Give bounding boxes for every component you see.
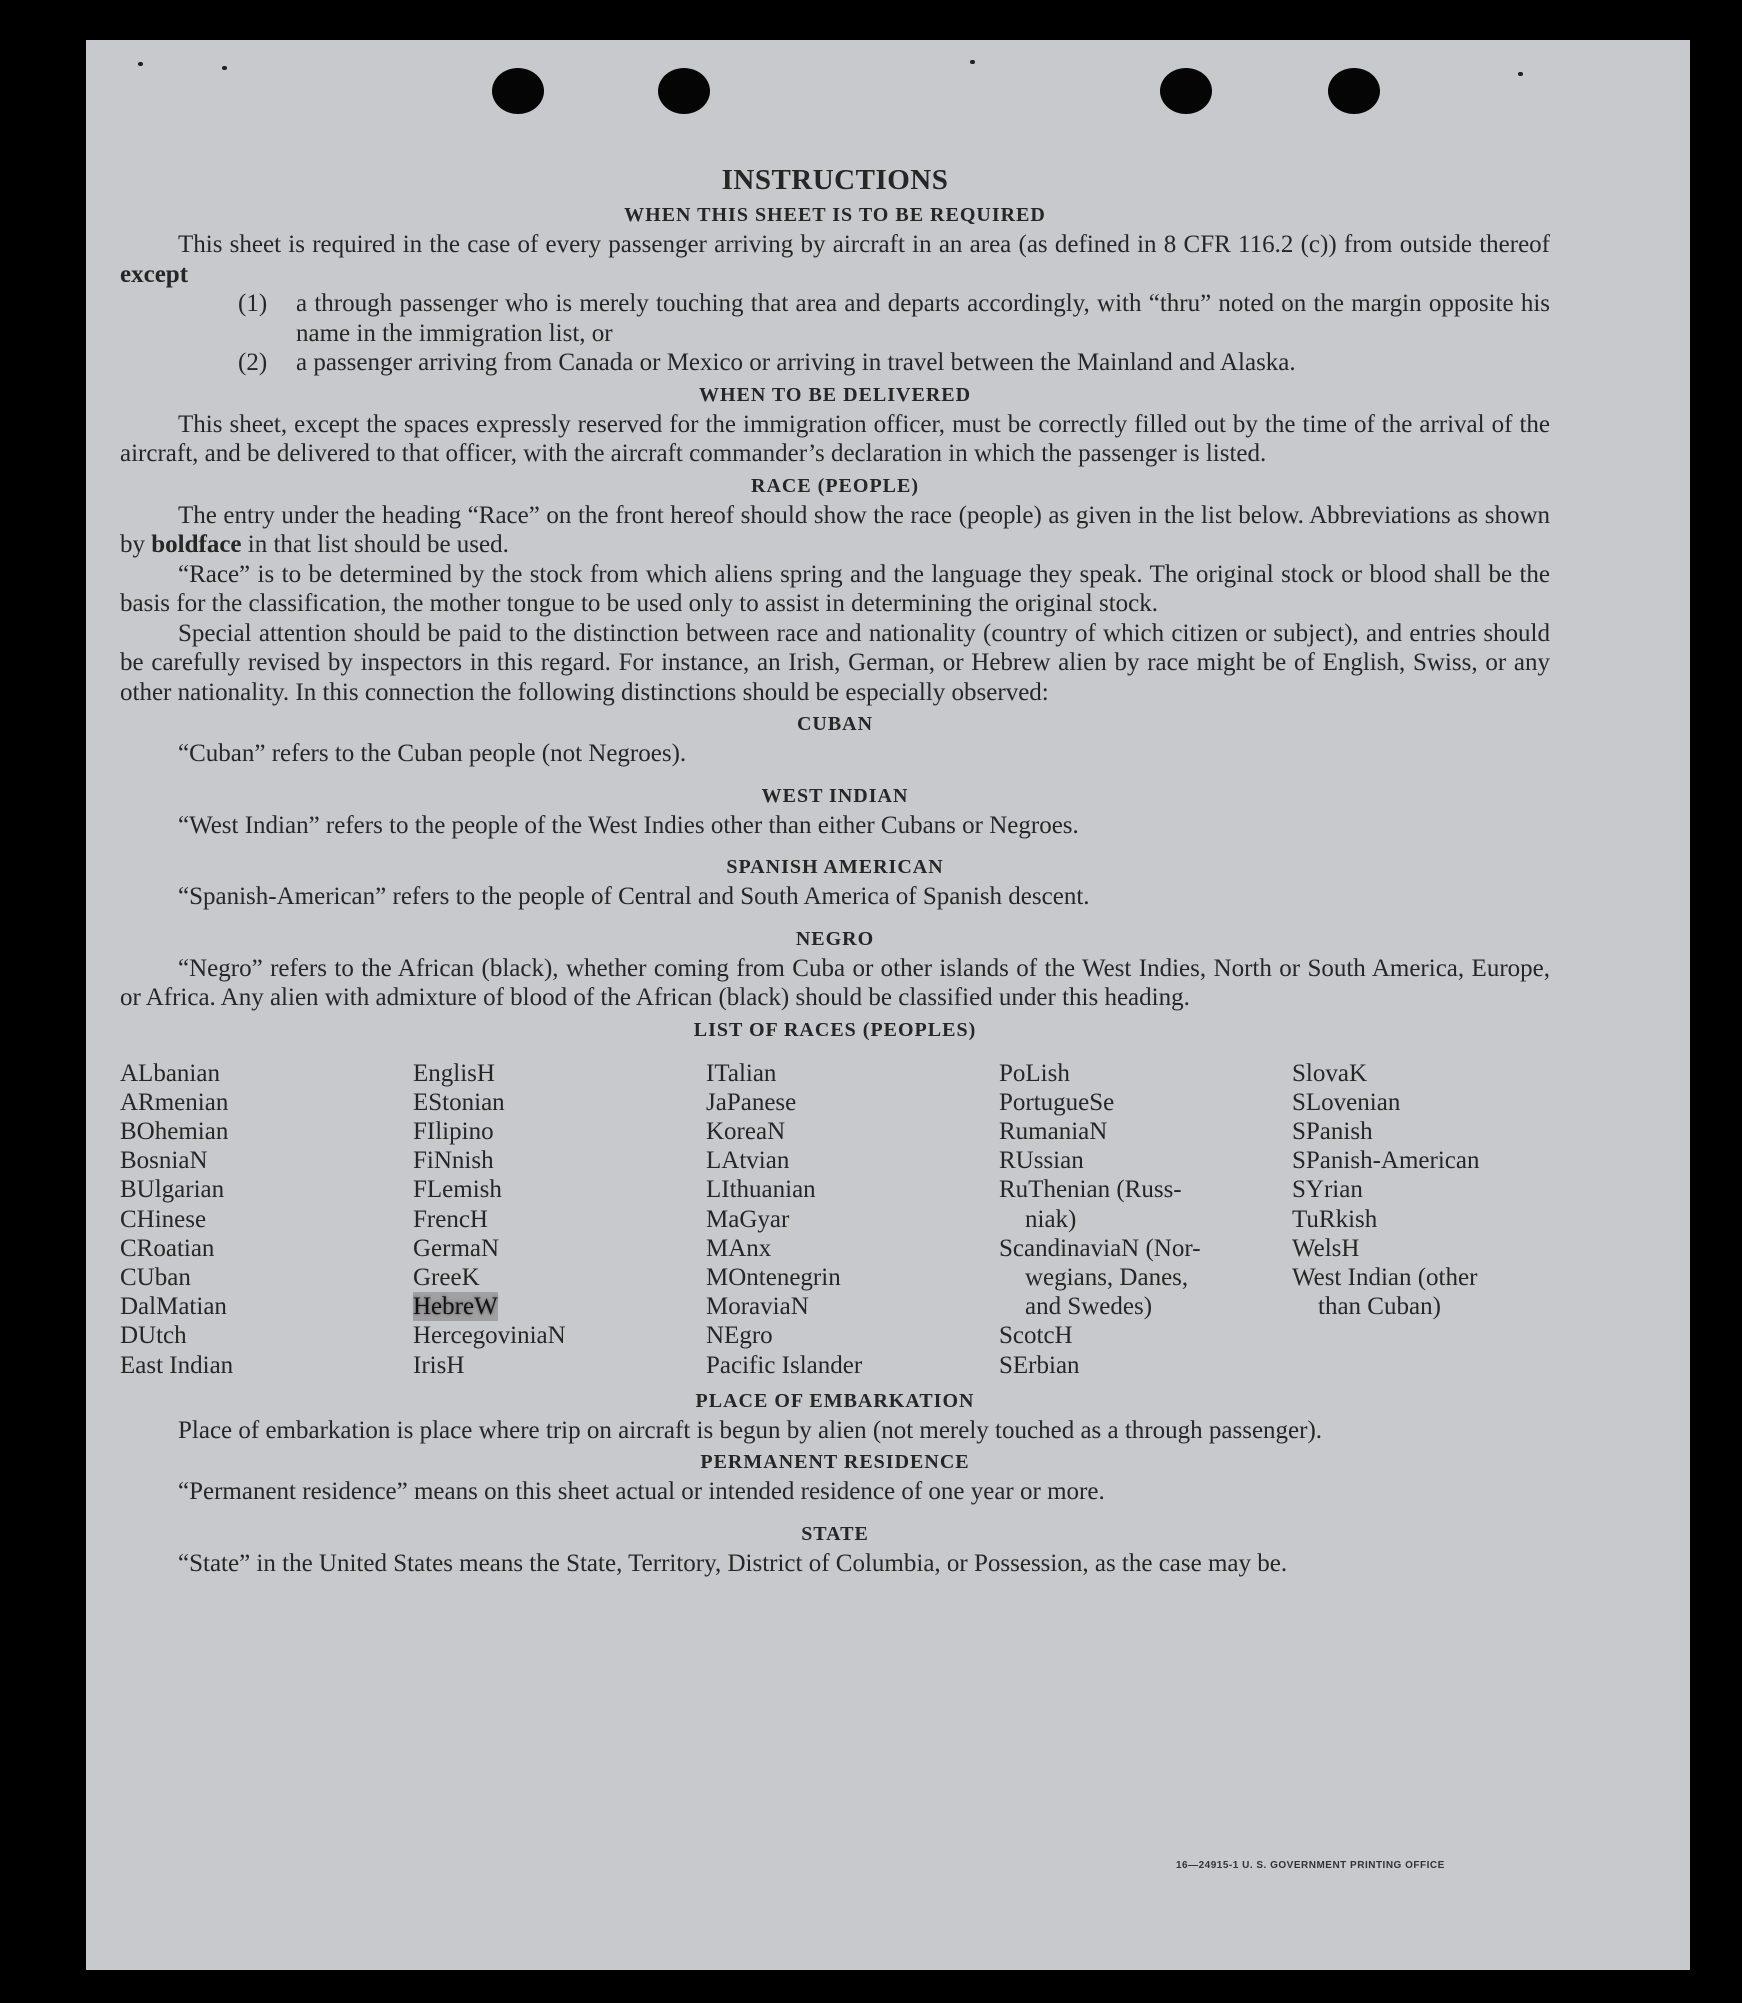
race-entry: BUlgarian (120, 1176, 225, 1204)
punch-hole (1328, 68, 1380, 114)
heading-required: WHEN THIS SHEET IS TO BE REQUIRED (624, 204, 1046, 226)
speck (1518, 72, 1523, 76)
race-entry: SPanish-American (1292, 1147, 1480, 1175)
races-list (120, 1059, 1550, 1380)
punch-hole (492, 68, 544, 114)
speck (222, 66, 227, 70)
heading-race: RACE (PEOPLE) (751, 474, 919, 497)
race-column (413, 1059, 706, 1380)
race-entry: CHinese (120, 1205, 207, 1233)
document-sheet (86, 40, 1690, 1970)
required-intro: This sheet is required in the case of every passenger arriving by aircraft in an area (as defined in 8 CFR 116.2 (c)) from outside thereof except (120, 231, 1550, 288)
cuban-text: “Cuban” refers to the Cuban people (not Negroes). (178, 740, 687, 767)
race-entry: IrisH (413, 1351, 465, 1379)
race-entry: RUssian (999, 1147, 1084, 1175)
race-entry: RuThenian (Russ- (999, 1176, 1182, 1204)
race-entry: SLovenian (1292, 1088, 1401, 1116)
race-entry: WelsH (1292, 1234, 1360, 1262)
race-entry: West Indian (other (1292, 1263, 1478, 1291)
race-entry: CUban (120, 1263, 191, 1291)
race-entry: FiNnish (413, 1147, 494, 1175)
race-entry: ScandinaviaN (Nor- (999, 1234, 1201, 1262)
spanish-american-text: “Spanish-American” refers to the people of Central and South America of Spanish descent. (178, 883, 1090, 910)
race-entry: MaGyar (706, 1205, 790, 1233)
heading-cuban: CUBAN (796, 713, 874, 735)
race-entry: KoreaN (706, 1117, 786, 1145)
race-entry: GermaN (413, 1234, 500, 1262)
heading-west-indian: WEST INDIAN (761, 784, 909, 807)
state-text: “State” in the United States means the State, Territory, District of Columbia, or Possession, as the case may be. (178, 1549, 1288, 1577)
race-entry: Pacific Islander (706, 1351, 863, 1379)
west-indian-text: “West Indian” refers to the people of the West Indies other than either Cubans or Negroes. (178, 811, 1079, 839)
race-entry: HercegoviniaN (413, 1322, 566, 1350)
list-item: (2) a passenger arriving from Canada or Mexico or arriving in travel between the Mainland and Alaska. (238, 349, 1296, 376)
race-entry: RumaniaN (999, 1117, 1108, 1145)
heading-list-of-races: LIST OF RACES (PEOPLES) (693, 1018, 977, 1041)
race-column (706, 1059, 999, 1380)
speck (970, 60, 975, 64)
residence-text: “Permanent residence” means on this sheet actual or intended residence of one year or more. (178, 1478, 1105, 1506)
race-entry: East Indian (120, 1351, 234, 1379)
race-entry: LAtvian (706, 1147, 790, 1175)
race-column (120, 1059, 413, 1380)
page-title: INSTRUCTIONS (721, 164, 949, 196)
race-entry: MOntenegrin (706, 1263, 841, 1291)
race-column (1292, 1059, 1550, 1380)
heading-state: STATE (801, 1522, 869, 1545)
heading-negro: NEGRO (795, 927, 875, 950)
race-entry: SErbian (999, 1351, 1080, 1379)
race-entry: JaPanese (706, 1088, 797, 1116)
race-entry: BOhemian (120, 1117, 229, 1145)
race-paragraph-3: Special attention should be paid to the distinction between race and nationality (country of which citizen or subject), and entries should be carefully revised by inspectors in this regard. For instance, an Irish, German, or Hebrew alien by race might be of English, Swiss, or any other nationality. In this connection the following distinctions should be especially observed: (120, 619, 1550, 706)
race-entry: HebreW (413, 1293, 498, 1321)
race-entry: SPanish (1292, 1117, 1373, 1145)
race-entry: LIthuanian (706, 1176, 816, 1204)
race-entry: FIlipino (413, 1117, 494, 1145)
race-entry: ARmenian (120, 1088, 229, 1116)
race-entry: NEgro (706, 1322, 773, 1350)
heading-delivered: WHEN TO BE DELIVERED (698, 383, 972, 406)
race-entry: EStonian (413, 1088, 505, 1116)
race-column (999, 1059, 1292, 1380)
race-entry: DalMatian (120, 1293, 227, 1321)
heading-residence: PERMANENT RESIDENCE (700, 1451, 970, 1474)
embarkation-text: Place of embarkation is place where trip on aircraft is begun by alien (not merely touched as a through passenger). (178, 1416, 1323, 1444)
race-paragraph-2: “Race” is to be determined by the stock from which aliens spring and the language they speak. The original stock or blood shall be the basis for the classification, the mother tongue to be used only to assist in determining the original stock. (120, 560, 1550, 617)
race-entry: EnglisH (413, 1059, 495, 1087)
race-entry: niak) (1025, 1205, 1077, 1233)
punch-hole (658, 68, 710, 114)
race-entry: ScotcH (999, 1322, 1073, 1350)
race-entry: and Swedes) (1025, 1293, 1153, 1321)
race-entry: than Cuban) (1318, 1293, 1441, 1321)
race-paragraph-1: The entry under the heading “Race” on the front hereof should show the race (people) as given in the list below. Abbreviations as shown by boldface in that list should be used. (120, 501, 1550, 558)
instructions-content (120, 162, 1550, 1578)
speck (138, 62, 143, 66)
race-entry: wegians, Danes, (1025, 1263, 1189, 1291)
race-entry: BosniaN (120, 1147, 208, 1175)
race-entry: DUtch (120, 1322, 187, 1350)
race-entry: PortugueSe (999, 1088, 1115, 1116)
race-entry: MAnx (706, 1234, 772, 1262)
punch-hole (1160, 68, 1212, 114)
heading-embarkation: PLACE OF EMBARKATION (695, 1389, 975, 1412)
heading-spanish-american: SPANISH AMERICAN (726, 856, 944, 878)
delivered-text: This sheet, except the spaces expressly reserved for the immigration officer, must be correctly filled out by the time of the arrival of the aircraft, and be delivered to that officer, with the aircraft commander’s declaration in which the passenger is listed. (120, 410, 1550, 467)
race-entry: FLemish (413, 1176, 502, 1204)
race-entry: ITalian (706, 1059, 777, 1087)
list-item: (1) a through passenger who is merely touching that area and departs accordingly, with “thru” noted on the margin opposite his name in the immigration list, or (238, 290, 1550, 347)
race-entry: SlovaK (1292, 1059, 1367, 1087)
race-entry: TuRkish (1292, 1205, 1378, 1233)
race-entry: PoLish (999, 1059, 1070, 1087)
race-entry: SYrian (1292, 1176, 1363, 1204)
negro-text: “Negro” refers to the African (black), whether coming from Cuba or other islands of the West Indies, North or South America, Europe, or Africa. Any alien with admixture of blood of the African (black) should be classified under this heading. (120, 954, 1550, 1011)
race-entry: CRoatian (120, 1234, 215, 1262)
race-entry: GreeK (413, 1263, 480, 1291)
race-entry: MoraviaN (706, 1293, 809, 1321)
printing-office-code: 16—24915-1 U. S. GOVERNMENT PRINTING OFFICE (1176, 1860, 1445, 1871)
race-entry: FrencH (413, 1205, 488, 1233)
race-entry: ALbanian (120, 1059, 220, 1087)
